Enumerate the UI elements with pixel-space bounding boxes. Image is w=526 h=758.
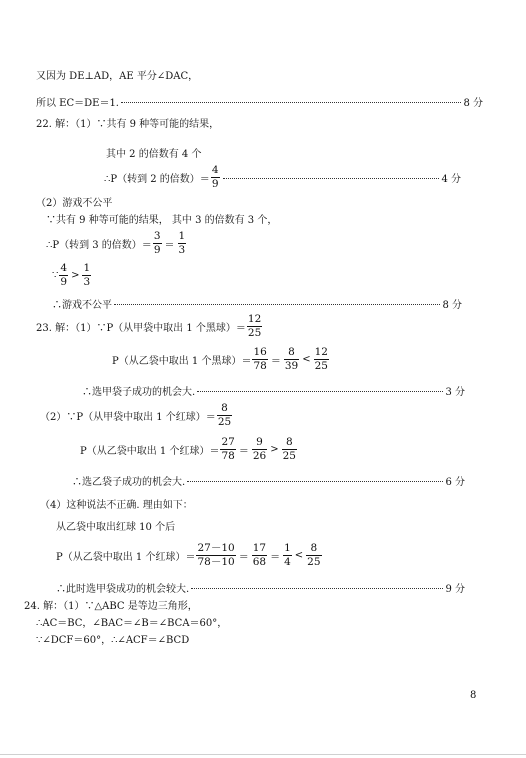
fraction [306,542,321,569]
fraction [82,262,91,289]
question-24-heading: 24. 解：（1）∵△ABC 是等边三角形， [24,601,198,612]
page-bottom-rule [0,754,526,755]
denominator: 39 [284,360,299,372]
equals-sign: ＝ [238,446,249,457]
numerator: 12 [247,313,262,325]
equals-sign: ＝ [270,356,281,367]
equals-sign: ＝ [270,552,281,563]
score: 8 分 [442,300,462,311]
numerator: 27－10 [197,542,235,554]
formula-label: P（从乙袋中取出 1 个红球）＝ [56,552,196,563]
numerator: 4 [60,262,68,274]
comparison-operator: > [270,444,279,455]
probability-line [104,164,461,191]
scored-line [36,94,483,109]
numerator: 8 [288,346,295,358]
dot-leader [197,390,443,392]
denominator: 25 [247,327,262,339]
score: 3 分 [445,387,465,398]
text-line: 又因为 DE⊥AD，AE 平分∠DAC， [36,71,199,82]
fraction [59,262,68,289]
denominator: 78－10 [197,556,235,568]
fraction [252,436,267,463]
scored-line [52,296,462,311]
numerator: 8 [285,436,293,448]
probability-line [112,346,330,373]
denominator: 68 [252,556,267,568]
dot-leader [187,480,443,482]
numerator: 1 [83,262,91,274]
denominator: 25 [217,416,232,428]
equals-sign: ＝ [164,240,175,251]
denominator: 25 [307,556,321,568]
dot-leader [114,303,440,305]
fraction [217,402,232,429]
dot-leader [191,587,443,589]
denominator: 26 [252,450,267,462]
comparison-operator: < [302,354,311,365]
fraction [211,164,220,191]
fraction [282,436,297,463]
fraction [252,542,267,569]
numerator: 1 [284,542,291,554]
denominator: 9 [153,244,161,256]
denominator: 78 [221,450,235,462]
score: 9 分 [445,584,465,595]
fraction [247,313,262,340]
fraction [283,542,292,569]
formula-label: P（从乙袋中取出 1 个黑球）＝ [112,356,252,367]
denominator: 3 [178,244,186,256]
scored-line [56,580,465,595]
numerator: 4 [211,164,219,176]
line-text: ∴选乙袋子成功的机会大. [72,477,186,488]
denominator: 25 [282,450,296,462]
comparison-operator: < [294,550,304,561]
because-symbol: ∵ [52,270,59,281]
line-text: ∴此时选甲袋成功的机会较大. [56,584,190,595]
line-text: ∴游戏不公平 [52,300,112,311]
formula-label: ∴P（转到 2 的倍数）＝ [104,174,210,185]
fraction [284,346,299,373]
comparison-line [52,262,92,289]
page-number: 8 [470,690,477,701]
question-23-heading [36,313,263,340]
score: 4 分 [441,174,461,185]
text-line: （2）游戏不公平 [36,198,113,209]
text-line: （4）这种说法不正确. 理由如下： [40,500,193,511]
text-line: ∴AC＝BC，∠BAC＝∠B＝∠BCA＝60°， [36,618,228,629]
text-line: ∵∠DCF＝60°，∴∠ACF＝∠BCD [36,635,190,646]
question-22-heading: 22. 解：（1）∵共有 9 种等可能的结果， [36,119,220,130]
formula-label: 23. 解：（1）∵P（从甲袋中取出 1 个黑球）＝ [36,323,246,334]
denominator: 25 [314,360,328,372]
denominator: 9 [211,178,219,190]
numerator: 8 [221,402,228,414]
formula-label: P（从乙袋中取出 1 个红球）＝ [80,446,220,457]
fraction [252,346,267,373]
numerator: 12 [314,346,328,358]
probability-line [80,436,298,463]
denominator: 3 [83,276,91,288]
dot-leader [121,101,461,103]
probability-line [40,402,233,429]
fraction [220,436,235,463]
fraction [196,542,235,569]
line-text: 所以 EC＝DE＝1. [36,98,119,109]
formula-label: ∴P（转到 3 的倍数）＝ [46,240,152,251]
dot-leader [223,177,440,179]
scored-line [82,383,465,398]
score: 6 分 [445,477,465,488]
probability-line [46,230,187,257]
numerator: 17 [252,542,267,554]
numerator: 9 [256,436,263,448]
numerator: 27 [221,436,235,448]
fraction [314,346,329,373]
fraction [178,230,187,257]
numerator: 1 [178,230,186,242]
numerator: 8 [310,542,318,554]
text-line: 从乙袋中取出红球 10 个后 [56,522,176,533]
numerator: 16 [253,346,267,358]
text-line: ∵共有 9 种等可能的结果， 其中 3 的倍数有 3 个， [46,215,278,226]
numerator: 3 [153,230,161,242]
denominator: 4 [284,556,291,568]
text-line: 其中 2 的倍数有 4 个 [106,149,202,160]
scored-line [72,473,465,488]
formula-label: （2）∵P（从甲袋中取出 1 个红球）＝ [40,412,216,423]
score: 8 分 [463,98,483,109]
denominator: 78 [253,360,267,372]
probability-line [56,542,323,569]
fraction [153,230,162,257]
equals-sign: ＝ [238,552,249,563]
comparison-operator: > [71,270,80,281]
denominator: 9 [60,276,68,288]
line-text: ∴选甲袋子成功的机会大. [82,387,196,398]
